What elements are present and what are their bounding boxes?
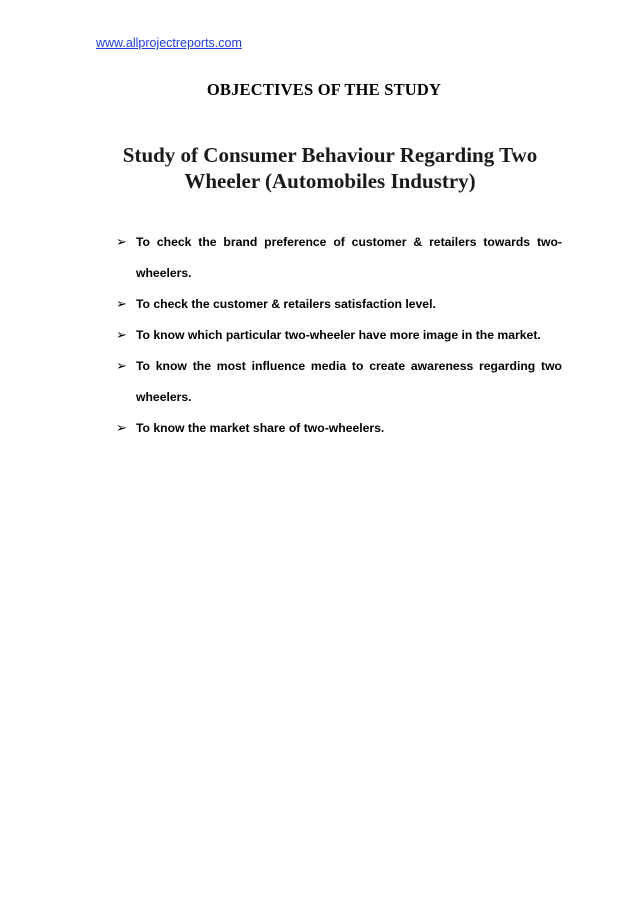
- document-title: Study of Consumer Behaviour Regarding Two Wheeler (Automobiles Industry): [122, 143, 538, 193]
- website-link[interactable]: www.allprojectreports.com: [96, 36, 242, 50]
- objective-item: [116, 289, 562, 320]
- objective-text: To know the market share of two-wheelers.: [136, 421, 385, 435]
- objective-text: To check the customer & retailers satisfaction level.: [136, 297, 436, 311]
- arrowhead-bullet-icon: ➢: [116, 297, 127, 312]
- arrowhead-bullet-icon: ➢: [116, 359, 127, 374]
- section-heading: OBJECTIVES OF THE STUDY: [206, 80, 442, 99]
- objective-item: [116, 351, 562, 413]
- objective-text: To know the most influence media to create awareness regarding two wheelers.: [136, 359, 562, 404]
- objectives-list: [116, 234, 562, 451]
- arrowhead-bullet-icon: ➢: [116, 421, 127, 436]
- objective-item: [116, 413, 562, 444]
- arrowhead-bullet-icon: ➢: [116, 235, 127, 250]
- objective-text: To know which particular two-wheeler have more image in the market.: [136, 328, 541, 342]
- objective-text: To check the brand preference of customer & retailers towards two-wheelers.: [136, 235, 562, 280]
- arrowhead-bullet-icon: ➢: [116, 328, 127, 343]
- objective-item: [116, 227, 562, 289]
- objective-item: [116, 320, 562, 351]
